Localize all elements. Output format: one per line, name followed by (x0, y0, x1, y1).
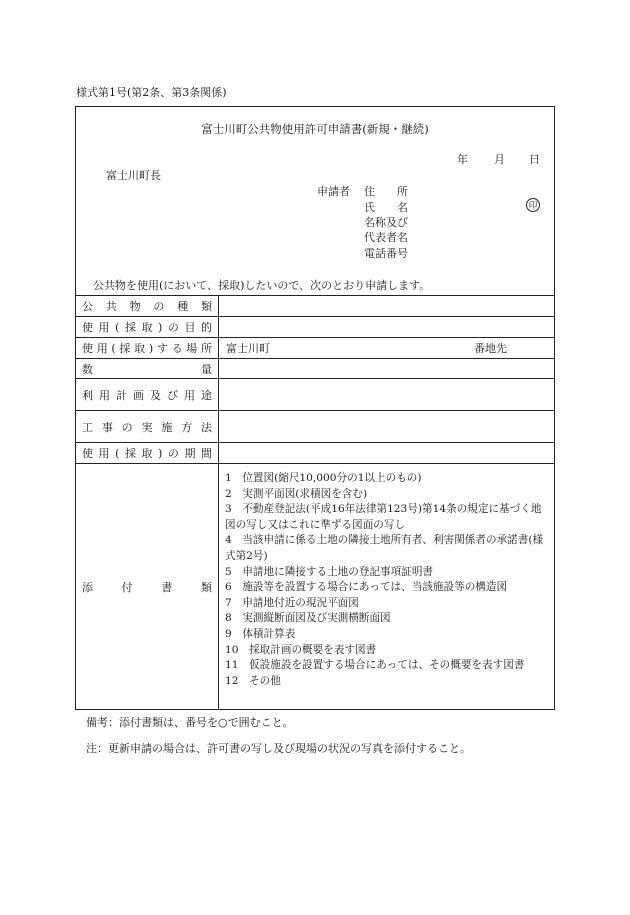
applicant-phone-label: 電話番号 (364, 247, 408, 260)
place-label: 使用(採取)する場所 (82, 342, 212, 355)
row-purpose (76, 316, 554, 337)
plan-label: 利用計画及び用途 (82, 388, 212, 402)
row-place (76, 337, 554, 358)
row-type (76, 295, 554, 316)
row-quantity (76, 358, 554, 378)
quantity-label: 数量 (82, 362, 212, 376)
attachment-item: 6 施設等を設置する場合にあっては、当該施設等の構造図 (225, 581, 508, 594)
renewal-note: 注：更新申請の場合は、許可書の写し及び現場の状況の写真を添付すること。 (86, 742, 471, 755)
date-day: 日 (529, 153, 540, 166)
attachment-item: 5 申請地に隣接する土地の登記事項証明書 (225, 565, 434, 578)
type-label: 公共物の種類 (82, 300, 212, 313)
place-suffix: 番地先 (474, 342, 507, 355)
attachment-item: 10 採取計画の概要を表す図書 (225, 643, 377, 656)
row-method (76, 410, 554, 442)
row-attachments (76, 463, 554, 710)
attachment-item: 9 体積計算表 (225, 627, 296, 640)
attachment-item: 11 仮設施設を設置する場合にあっては、その概要を表す図書 (225, 659, 525, 672)
attachment-item: 8 実測縦断面図及び実測横断面図 (225, 612, 391, 625)
remark-note: 備考：添付書類は、番号を○で囲むこと。 (86, 716, 294, 729)
addressee: 富士川町長 (106, 169, 161, 182)
row-plan (76, 378, 554, 410)
attach-label: 添付書類 (82, 581, 212, 594)
attachment-list (225, 471, 551, 689)
application-form (75, 106, 555, 710)
attachment-item: 4 当該申請に係る土地の隣接土地所有者、利害関係者の承諾書(様式第2号) (225, 534, 544, 562)
attachment-item: 3 不動産登記法(平成16年法律第123号)第14条の規定に基づく地図の写し又はこれに準ずる図面の写し (225, 503, 542, 531)
attachment-item: 7 申請地付近の現況平面図 (225, 596, 359, 609)
purpose-label: 使用(採取)の目的 (82, 321, 212, 334)
date-year: 年 (457, 153, 468, 166)
seal-mark: 印 (526, 198, 540, 212)
attachment-item: 2 実測平面図(求積図を含む) (225, 487, 368, 500)
form-title: 富士川町公共物使用許可申請書(新規・継続) (201, 122, 429, 136)
applicant-heading: 申請者 (317, 185, 350, 198)
applicant-rep-label: 代表者名 (364, 231, 408, 244)
date-month: 月 (494, 153, 505, 166)
place-value: 富士川町 (226, 342, 270, 355)
period-label: 使用(採取)の期間 (82, 447, 212, 460)
attachment-item: 1 位置図(縮尺10,000分の1以上のもの) (225, 472, 422, 484)
application-statement: 公共物を使用(において、採取)したいので、次のとおり申請します。 (93, 279, 431, 292)
attachment-item: 12 その他 (225, 674, 281, 687)
method-label: 工事の実施方法 (82, 420, 212, 434)
row-period (76, 442, 554, 463)
form-id: 様式第1号(第2条、第3条関係) (76, 86, 227, 99)
applicant-name-label: 氏 名 (364, 201, 408, 214)
applicant-address-label: 住 所 (364, 185, 408, 198)
applicant-org-label: 名称及び (364, 216, 408, 229)
